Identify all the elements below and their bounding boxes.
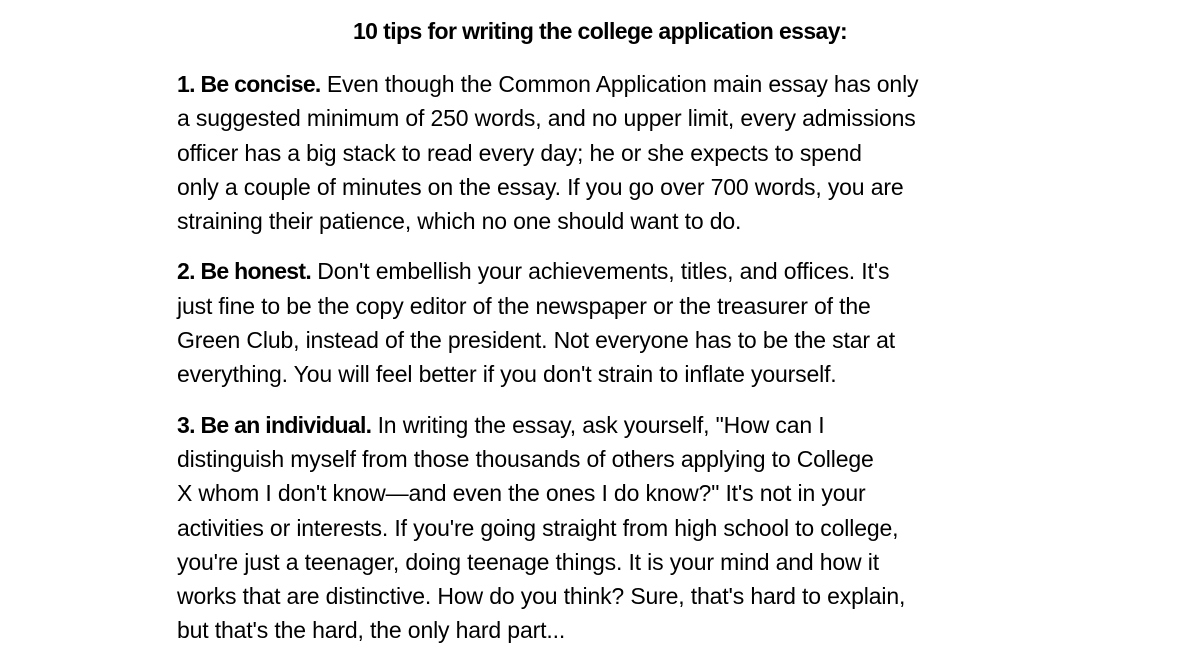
- tip-line: [177, 67, 1037, 101]
- tip-line: Green Club, instead of the president. Not everyone has to be the star at: [177, 327, 895, 354]
- tip-heading: 3. Be an individual.: [177, 411, 372, 438]
- document-body: [177, 67, 1037, 664]
- tip-line: everything. You will feel better if you don't strain to inflate yourself.: [177, 361, 837, 388]
- tip-line: [177, 254, 1037, 288]
- tip-heading: 1. Be concise.: [177, 71, 321, 97]
- tip-line: distinguish myself from those thousands of others applying to College: [177, 445, 874, 472]
- tip-line: works that are distinctive. How do you think? Sure, that's hard to explain,: [177, 583, 906, 610]
- tip-text: In writing the essay, ask yourself, "How can I: [371, 411, 825, 438]
- tip-line: only a couple of minutes on the essay. If you go over 700 words, you are: [177, 173, 904, 200]
- tip-text: Don't embellish your achievements, titles, and offices. It's: [311, 258, 890, 285]
- tip-heading: 2. Be honest.: [177, 258, 312, 285]
- tip-line: a suggested minimum of 250 words, and no upper limit, every admissions: [177, 105, 916, 132]
- tip-line: X whom I don't know—and even the ones I do know?" It's not in your: [177, 480, 866, 507]
- document-title: 10 tips for writing the college application essay:: [352, 18, 847, 44]
- tip-line: activities or interests. If you're going straight from high school to college,: [177, 514, 899, 541]
- tip-3: [177, 408, 1037, 648]
- tip-2: [177, 254, 1037, 391]
- tip-line: straining their patience, which no one should want to do.: [177, 208, 742, 235]
- tip-line: officer has a big stack to read every day; he or she expects to spend: [177, 139, 862, 166]
- tip-line: just fine to be the copy editor of the newspaper or the treasurer of the: [177, 292, 871, 319]
- tip-line: but that's the hard, the only hard part...: [177, 617, 566, 644]
- tip-line: you're just a teenager, doing teenage things. It is your mind and how it: [177, 548, 879, 575]
- tip-line: [177, 408, 1037, 442]
- tip-1: [177, 67, 1037, 238]
- tip-text: Even though the Common Application main essay has only: [320, 71, 919, 97]
